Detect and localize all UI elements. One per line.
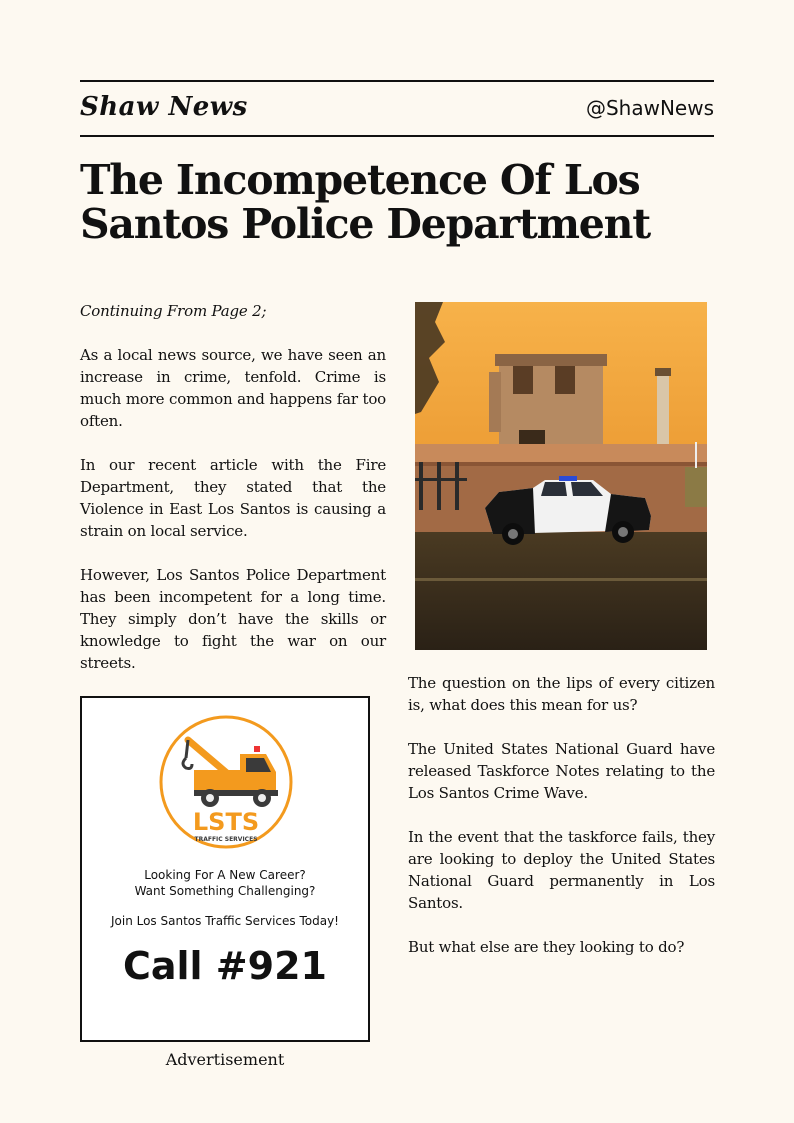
left-column: [80, 300, 386, 696]
ad-line-2: Want Something Challenging?: [134, 884, 316, 898]
headline: The Incompetence Of Los Santos Police Department: [80, 156, 651, 248]
ad-line-1: Looking For A New Career?: [144, 868, 306, 882]
top-rule: [80, 80, 714, 82]
social-handle: @ShawNews: [585, 96, 714, 120]
advertisement-caption: Advertisement: [165, 1050, 285, 1069]
continuation-note: Continuing From Page 2;: [80, 302, 267, 320]
bottom-rule: [80, 135, 714, 137]
paragraph: The United States National Guard have released Taskforce Notes relating to the Los Santos Crime Wave.: [408, 740, 715, 802]
logo-text: LSTS: [192, 808, 260, 836]
paragraph: However, Los Santos Police Department has been incompetent for a long time. They simply don’t have the skills or knowledge to fight the war on our streets.: [80, 566, 386, 672]
paragraph: As a local news source, we have seen an increase in crime, tenfold. Crime is much more common and happens far too often.: [80, 346, 386, 430]
tow-truck-logo: [158, 714, 294, 850]
ad-line-3: Join Los Santos Traffic Services Today!: [110, 914, 339, 928]
police-car-photo: [415, 302, 707, 650]
advertisement-box: [80, 696, 370, 1042]
paragraph: In the event that the taskforce fails, they are looking to deploy the United States National Guard permanently in Los Santos.: [408, 828, 715, 912]
logo-subtext: TRAFFIC SERVICES: [194, 836, 258, 843]
masthead-name: Shaw News: [80, 92, 248, 122]
right-column: [408, 672, 715, 980]
paragraph: In our recent article with the Fire Department, they stated that the Violence in East Los Santos is causing a strain on local service.: [80, 456, 386, 540]
paragraph: The question on the lips of every citizen is, what does this mean for us?: [408, 674, 715, 714]
paragraph: But what else are they looking to do?: [408, 938, 685, 956]
call-number: Call #921: [123, 944, 327, 988]
